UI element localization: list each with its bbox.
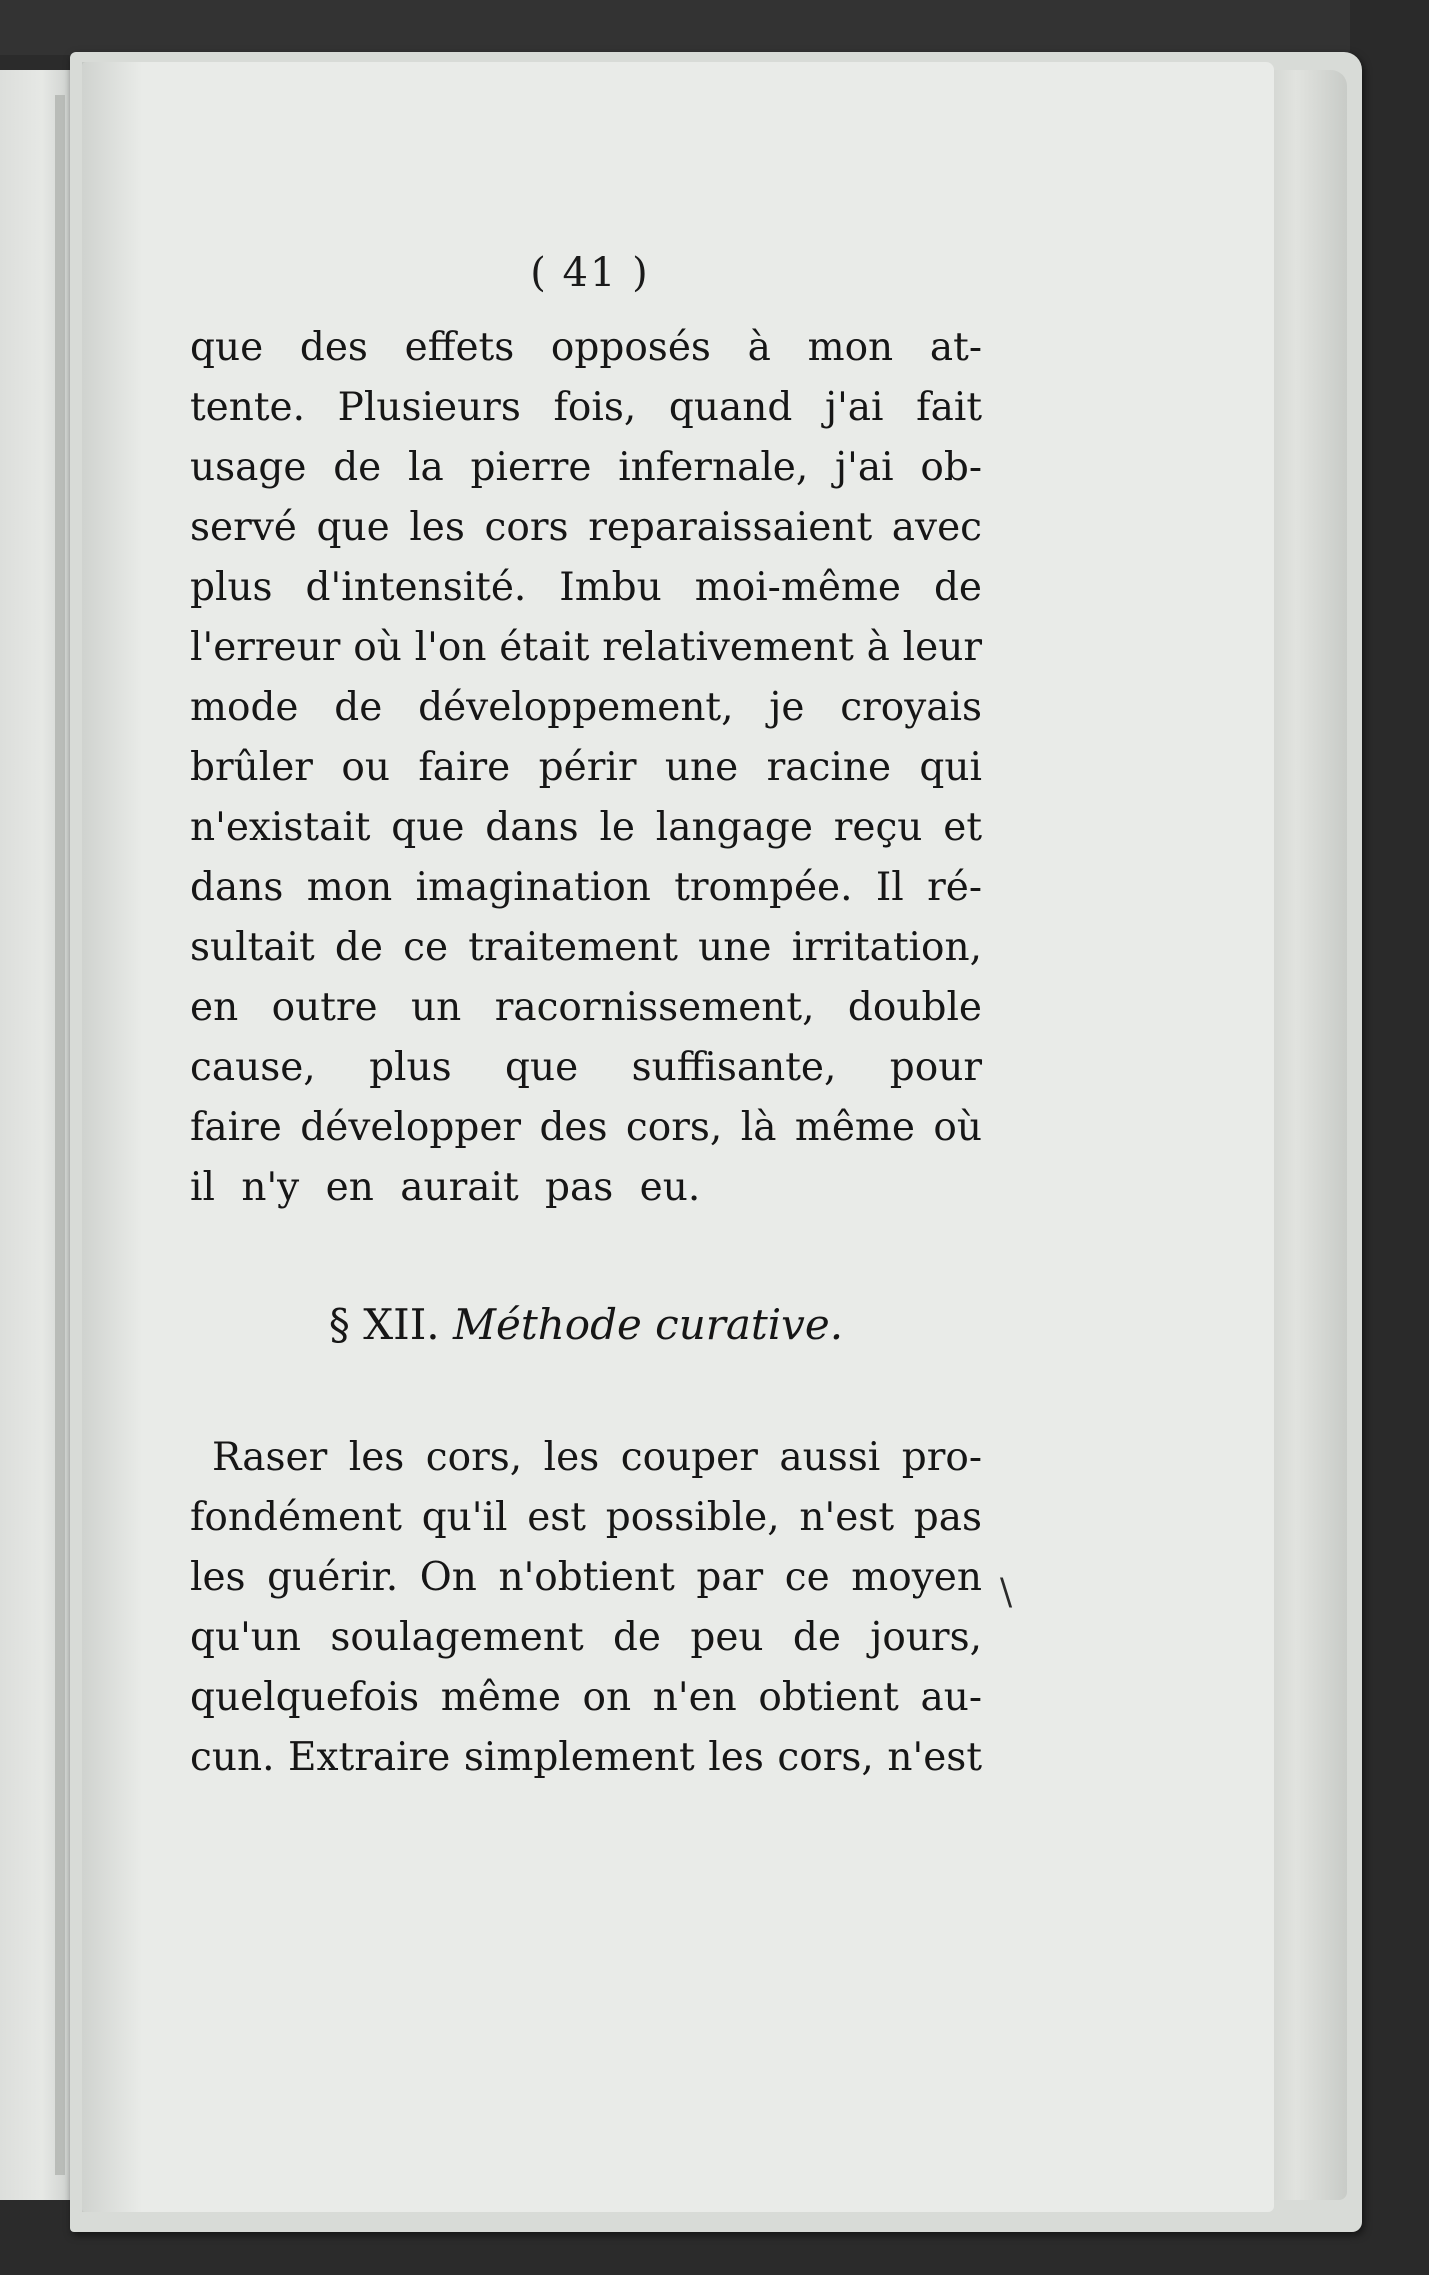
- paragraph-2: [190, 1428, 982, 1788]
- text-line: plus d'intensité. Imbu moi-même de: [190, 565, 982, 610]
- text-line: il n'y en aurait pas eu.: [190, 1165, 701, 1210]
- text-line: quelquefois même on n'en obtient au-: [190, 1675, 982, 1720]
- text-line: tente. Plusieurs fois, quand j'ai fait: [190, 385, 982, 430]
- text-line: les guérir. On n'obtient par ce moyen: [190, 1555, 982, 1600]
- scan-backdrop-top: [0, 0, 1429, 55]
- text-line: cun. Extraire simplement les cors, n'est: [190, 1735, 982, 1780]
- text-line: mode de développement, je croyais: [190, 685, 982, 730]
- page-fore-edge: [1262, 70, 1347, 2200]
- text-line: servé que les cors reparaissaient avec: [190, 505, 982, 550]
- gutter-shadow: [82, 62, 142, 2212]
- section-heading: [190, 1300, 982, 1349]
- text-line: n'existait que dans le langage reçu et: [190, 805, 982, 850]
- text-line: dans mon imagination trompée. Il ré-: [190, 865, 982, 910]
- text-line: sultait de ce traitement une irritation,: [190, 925, 982, 970]
- text-line: que des effets opposés à mon at-: [190, 325, 982, 370]
- margin-mark: \: [1000, 1572, 1013, 1613]
- text-line: en outre un racornissement, double: [190, 985, 982, 1030]
- paragraph-1: [190, 318, 982, 1218]
- section-title: Méthode curative.: [453, 1300, 844, 1349]
- facing-page-gutter: [55, 95, 65, 2175]
- text-line: usage de la pierre infernale, j'ai ob-: [190, 445, 982, 490]
- text-line: qu'un soulagement de peu de jours,: [190, 1615, 982, 1660]
- text-line: l'erreur où l'on était relativement à leur: [190, 625, 982, 670]
- text-line: brûler ou faire périr une racine qui: [190, 745, 982, 790]
- text-line: fondément qu'il est possible, n'est pas: [190, 1495, 982, 1540]
- section-number: § XII.: [328, 1300, 440, 1349]
- text-line: cause, plus que suffisante, pour: [190, 1045, 982, 1090]
- text-line: faire développer des cors, là même où: [190, 1105, 982, 1150]
- text-line: Raser les cors, les couper aussi pro-: [212, 1435, 982, 1480]
- page-number: ( 41 ): [530, 250, 650, 296]
